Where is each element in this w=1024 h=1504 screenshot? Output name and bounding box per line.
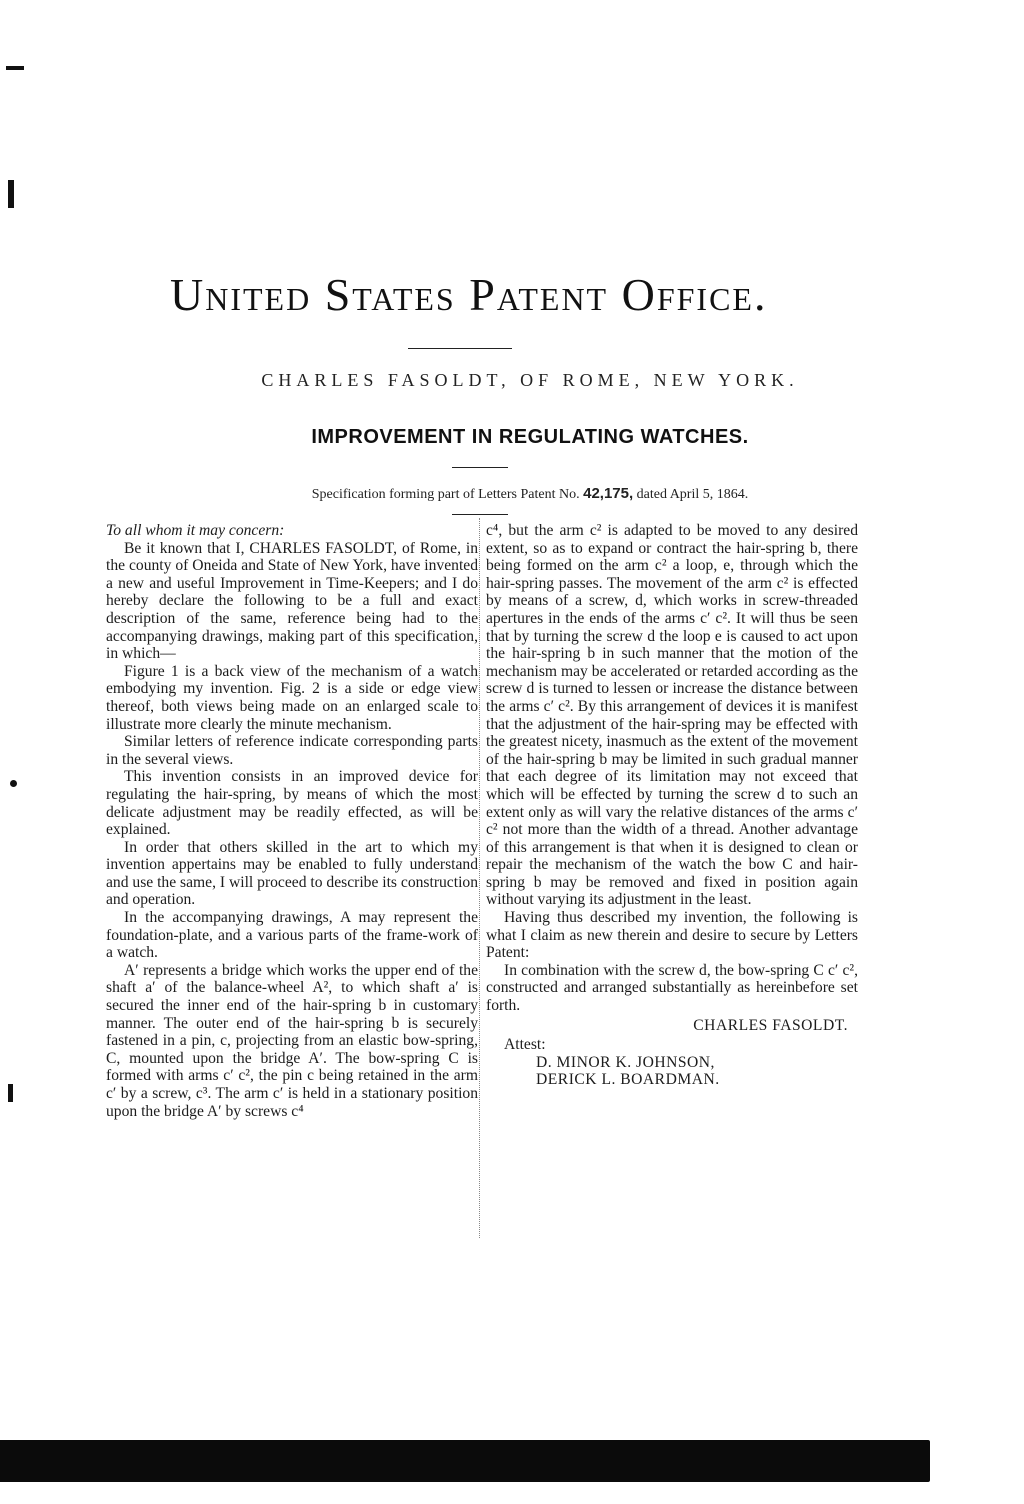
paragraph: This invention consists in an improved device for regulating the hair-spring, by means of which the most delicate adjustment may be readily effected, as will be explained. [106, 768, 478, 839]
specification-line [150, 485, 910, 503]
spec-date: dated April 5, 1864. [636, 487, 749, 502]
left-column [106, 522, 478, 1120]
paragraph: In order that others skilled in the art to which my invention appertains may be enabled to fully understand and use the same, I will proceed to describe its construction and operation. [106, 838, 478, 909]
patent-number: 42,175, [583, 485, 634, 502]
witness-name: D. MINOR K. JOHNSON, [536, 1053, 715, 1071]
paragraph: c⁴, but the arm c² is adapted to be moved to any desired extent, so as to expand or contract the hair-spring b, there being formed on the arm c² a loop, e, through which the hair-spring passes. The movement of the arm c² is effected by means of a screw, d, which works in screw-threaded apertures in the ends of the arms c′ c². It will thus be seen that by turning the screw d the loop e is caused to act upon the hair-spring b in such manner that the motion of the mechanism may be accelerated or retarded according as the screw d is turned to lessen or increase the distance between the arms c′ c². By this arrangement of devices it is manifest that the adjustment of the hair-spring may be effected with the greatest nicety, inasmuch as the extent of the movement of the hair-spring b may be limited in such gradual manner that each degree of its limitation may not exceed that which will be effected by turning the screw d to such an extent only as will vary the relative distances of the arms c′ c² not more than the width of a thread. Another advantage of this arrangement is that when it is designed to clean or repair the mechanism of the watch the bow C and hair-spring b may be removed and fixed in position again without varying its adjustment in the least. [486, 522, 858, 909]
scan-edge-mark [8, 1084, 13, 1102]
scan-edge-mark [8, 180, 14, 208]
spec-divider-rule [452, 514, 508, 515]
spec-prefix: Specification forming part of Letters Patent No. [311, 487, 580, 502]
paragraph: In the accompanying drawings, A may represent the foundation-plate, and a various parts of the frame-work of a watch. [106, 909, 478, 962]
scan-bottom-bar [0, 1440, 930, 1482]
paragraph: Similar letters of reference indicate corresponding parts in the several views. [106, 733, 478, 768]
inventor-signature: CHARLES FASOLDT. [693, 1016, 848, 1034]
paragraph: A′ represents a bridge which works the upper end of the shaft a′ of the balance-wheel A², to which shaft a′ is secured the inner end of the hair-spring b in customary manner. The outer end of the hair-spring b is securely fastened in a pin, c, projecting from an elastic bow-spring, C, mounted upon the bridge A′. The bow-spring C is formed with arms c′ c², the pin c being retained in the arm c′ by a screw, c³. The arm c′ is held in a stationary position upon the bridge A′ by screws c⁴ [106, 961, 478, 1120]
scan-edge-mark [10, 780, 17, 787]
paragraph: Be it known that I, CHARLES FASOLDT, of Rome, in the county of Oneida and State of New York, have invented a new and useful Improvement in Time-Keepers; and I do hereby declare the following to be a full and exact description of the same, reference being had to the accompanying drawings, making part of this specification, in which— [106, 539, 478, 663]
witness-name: DERICK L. BOARDMAN. [536, 1071, 720, 1089]
paragraph: Figure 1 is a back view of the mechanism of a watch embodying my invention. Fig. 2 is a side or edge view thereof, both views being made on an enlarged scale to illustrate more clearly the minute mechanism. [106, 662, 478, 733]
salutation: To all whom it may concern: [106, 522, 285, 539]
inventor-line: CHARLES FASOLDT, OF ROME, NEW YORK. [261, 370, 799, 390]
scan-edge-mark [6, 66, 24, 70]
office-title: United States Patent Office. [170, 269, 768, 320]
right-column [486, 522, 858, 1089]
column-divider [479, 518, 480, 1238]
title-divider-rule [408, 348, 512, 349]
heading-divider-rule [452, 467, 508, 468]
claim-paragraph: In combination with the screw d, the bow-spring C c′ c², constructed and arranged substantially as hereinbefore set forth. [486, 961, 858, 1015]
attest-label: Attest: [504, 1036, 546, 1054]
paragraph: Having thus described my invention, the following is what I claim as new therein and desire to secure by Letters Patent: [486, 909, 858, 962]
invention-title: IMPROVEMENT IN REGULATING WATCHES. [311, 426, 749, 448]
